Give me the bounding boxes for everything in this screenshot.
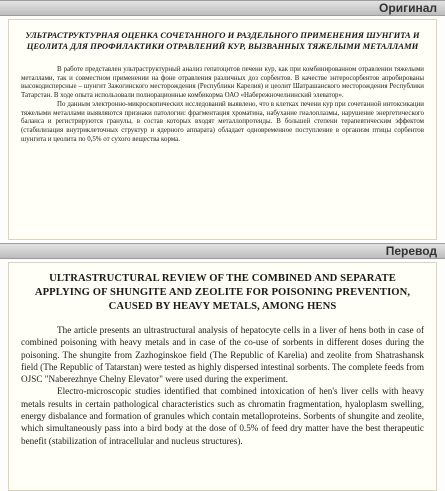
original-section-header	[0, 0, 445, 16]
translation-paragraph-2: Electro-microscopic studies identified that combined intoxication of hen's liver cells with heavy metals results in certain pathological characteristics such as chromatin fragmentation, hyaloplasm swelling, energy disbalance and formation of granules which contain metalloproteins. Sorbents of shungite and zeolite, which simultaneously pass into a bird body at the dose of 0.5% of feed dry matter have the best therapeutic benefit (stabilization of intracellular and nucleus structures).	[21, 386, 424, 446]
translation-label: Перевод	[385, 244, 437, 258]
original-paragraph-1: В работе представлен ультраструктурный анализ гепатоцитов печени кур, как при комбинированном отравлении тяжелыми металлами, так и совместном применении на фоне отравления различных доз сорбентов. В качестве энтеросорбентов апробированы высокодисперсные – шунгит Зажогинского месторождения (Республики Карелия) и цеолит Шатрашанского месторождения Республики Татарстан. В ходе опыта использовали полнорационные комбикорма ОАО «Набережночелнинский элеватор».	[21, 66, 424, 100]
translation-title: ULTRASTRUCTURAL REVIEW OF THE COMBINED AND SEPARATE APPLYING OF SHUNGITE AND ZEOLITE FOR POISONING PREVENTION, CAUSED BY HEAVY METALS, AMONG HENS	[34, 273, 411, 312]
translation-text-panel	[8, 262, 437, 491]
original-paragraph-2: По данным электронно-микроскопических исследований выявлено, что в клетках печени кур при сочетанной интоксикации тяжелыми металлами выявляются признаки патологии: фрагментация хроматина, набухание гиалоплазмы, нарушение энергетического баланса и регистрируются гранулы, в состав которых входят металлопротеиды. В большей степени терапевтическим эффектом (стабилизация внутриклеточных структур и ядерного аппарата) обладает одновременное поступление в организм птицы сорбентов шунгита и цеолита по 0,5% от сухого вещества корма.	[21, 100, 424, 143]
original-text-panel	[8, 19, 437, 240]
translation-paragraph-1: The article presents an ultrastructural analysis of hepatocyte cells in a liver of hens both in case of combined poisoning with heavy metals and in case of the co-use of sorbents in different doses during the poisoning. The shungite from Zazhoginskoe field (The Republic of Karelia) and zeolite from Shatrashansk field (The Republic of Tatarstan) were tested as highly dispersed intestinal sorbents. The complete feeds from OJSC "Naberezhnye Chelny Elevator" were used during the experiment.	[21, 325, 424, 385]
translation-section-header	[0, 243, 445, 259]
original-label: Оригинал	[379, 1, 437, 15]
original-title: УЛЬТРАСТРУКТУРНАЯ ОЦЕНКА СОЧЕТАННОГО И РАЗДЕЛЬНОГО ПРИМЕНЕНИЯ ШУНГИТА И ЦЕОЛИТА ДЛЯ ПРОФИЛАКТИКИ ОТРАВЛЕНИЙ КУР, ВЫЗВАННЫХ ТЯЖЕЛЫМИ МЕТАЛЛАМИ	[25, 30, 420, 51]
